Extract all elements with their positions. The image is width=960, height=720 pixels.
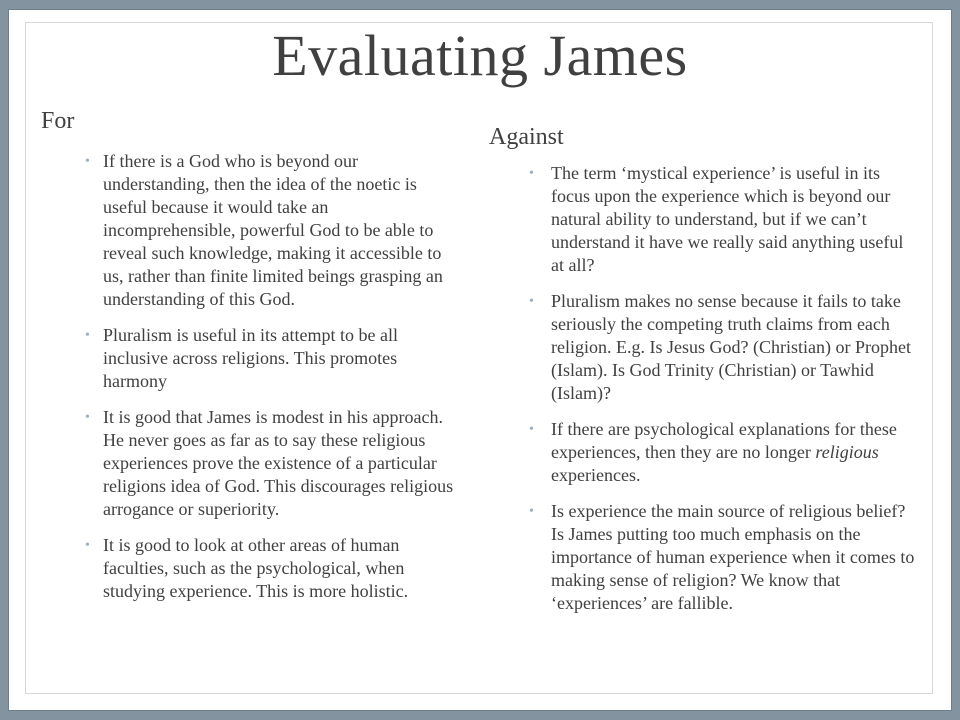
- for-list: [41, 150, 461, 603]
- bullet-icon: •: [85, 410, 90, 425]
- for-item: [41, 150, 461, 311]
- against-item-text-before: If there are psychological explanations for these experiences, then they are no longer: [551, 419, 897, 462]
- against-item-text: Pluralism makes no sense because it fails to take seriously the competing truth claims from each religion. E.g. Is Jesus God? (Christian) or Prophet (Islam). Is God Trinity (Christian) or Tawhid (Islam)?: [551, 291, 911, 403]
- bullet-icon: •: [85, 538, 90, 553]
- for-heading: For: [41, 108, 75, 134]
- slide-title: Evaluating James: [272, 23, 688, 88]
- for-item-text: If there is a God who is beyond our understanding, then the idea of the noetic is useful because it would take an incomprehensible, powerful God to be able to reveal such knowledge, making it accessible to us, rather than finite limited beings grasping an understanding of this God.: [103, 151, 443, 309]
- against-list: [489, 162, 919, 615]
- bullet-icon: •: [529, 422, 534, 437]
- against-item: [489, 500, 919, 615]
- against-item-text: The term ‘mystical experience’ is useful in its focus upon the experience which is beyond our natural ability to understand, but if we can’t understand it have we really said anything useful at all?: [551, 163, 904, 275]
- for-item: [41, 406, 461, 521]
- against-item-text-after: experiences.: [551, 465, 641, 485]
- bullet-icon: •: [529, 294, 534, 309]
- for-item: [41, 534, 461, 603]
- against-heading: Against: [489, 124, 564, 150]
- for-column: [41, 106, 461, 616]
- for-item-text: It is good to look at other areas of human faculties, such as the psychological, when studying experience. This is more holistic.: [103, 535, 409, 601]
- bullet-icon: •: [529, 504, 534, 519]
- against-item: [489, 162, 919, 277]
- against-item-emphasis: religious: [815, 442, 879, 462]
- for-item-text: It is good that James is modest in his approach. He never goes as far as to say these religious experiences prove the existence of a particular religions idea of God. This discourages religious arrogance or superiority.: [103, 407, 454, 519]
- for-item-text: Pluralism is useful in its attempt to be all inclusive across religions. This promotes harmony: [103, 325, 398, 391]
- against-item: [489, 290, 919, 405]
- bullet-icon: •: [85, 328, 90, 343]
- bullet-icon: •: [85, 154, 90, 169]
- against-column: [489, 122, 919, 628]
- against-item: [489, 418, 919, 487]
- bullet-icon: •: [529, 166, 534, 181]
- for-item: [41, 324, 461, 393]
- against-item-text: Is experience the main source of religious belief? Is James putting too much emphasis on the importance of human experience when it comes to making sense of religion? We know that ‘experiences’ are fallible.: [551, 501, 915, 613]
